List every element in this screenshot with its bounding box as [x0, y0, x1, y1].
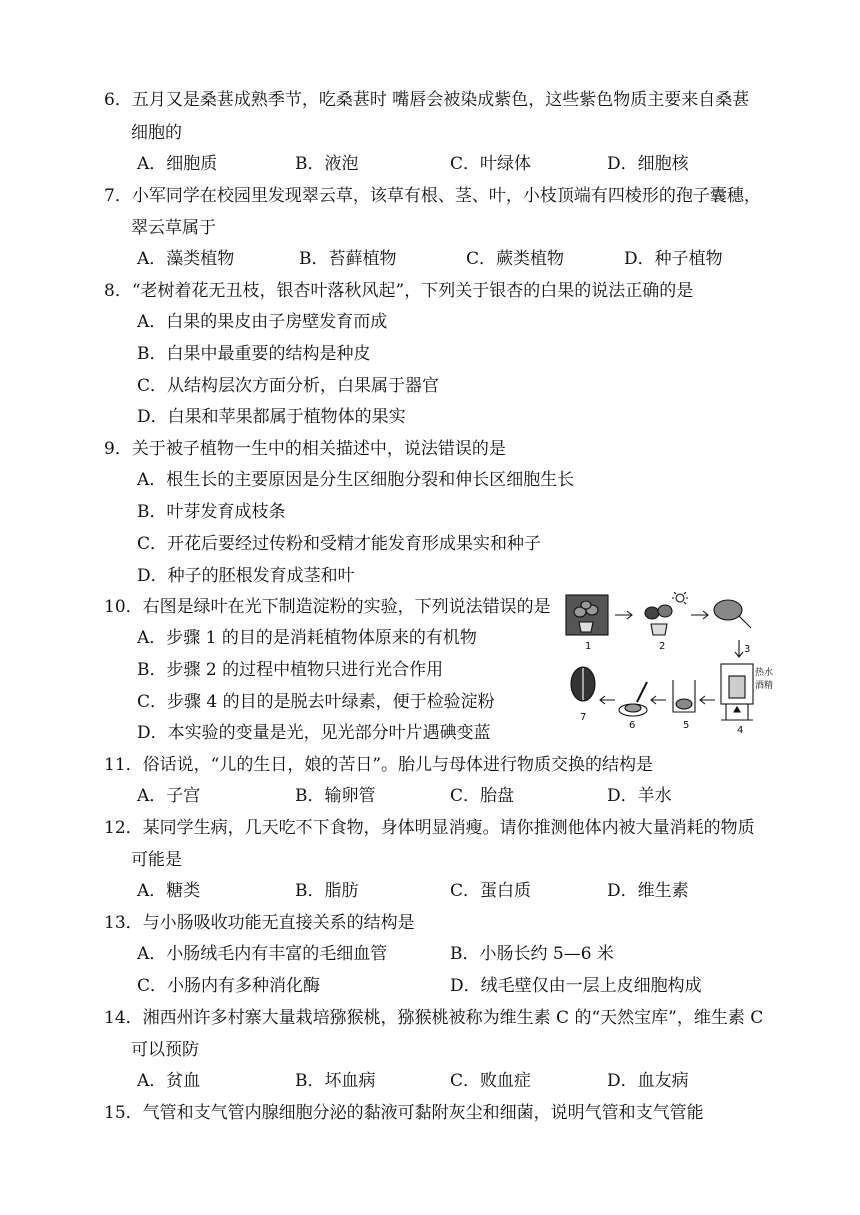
question-10-option-b: B．步骤 2 的过程中植物只进行光合作用 [137, 660, 444, 680]
question-9-option-c: C．开花后要经过传粉和受精才能发育形成果实和种子 [137, 534, 542, 554]
question-10-stem: 10．右图是绿叶在光下制造淀粉的实验，下列说法错误的是 [104, 597, 551, 617]
question-13-option-a: A．小肠绒毛内有丰富的毛细血管 [137, 944, 388, 964]
arrow-icon [600, 696, 615, 704]
question-14-option-b: B．坏血病 [295, 1071, 376, 1091]
step-label-7: 7 [580, 712, 587, 723]
step-label-3: 3 [744, 644, 751, 655]
step-label-4: 4 [737, 725, 744, 736]
question-12-option-b: B．脂肪 [295, 881, 359, 901]
question-7-option-b: B．苔藓植物 [299, 249, 397, 269]
step-label-2: 2 [659, 641, 666, 652]
alcohol-label: 酒精 [755, 681, 773, 691]
question-10-option-c: C．步骤 4 的目的是脱去叶绿素，便于检验淀粉 [137, 692, 495, 712]
question-13-option-c: C．小肠内有多种消化酶 [137, 976, 321, 996]
question-14-stem: 14．湘西州许多村寨大量栽培猕猴桃，猕猴桃被称为维生素 C 的“天然宝库”，维生素 C [104, 1008, 764, 1028]
question-6-option-d: D．细胞核 [607, 154, 689, 174]
question-11-option-a: A．子宫 [137, 786, 201, 806]
question-6-option-c: C．叶绿体 [450, 154, 532, 174]
hot-water-label: 热水 [755, 668, 773, 678]
question-6-stem-cont: 细胞的 [131, 123, 182, 143]
step-label-1: 1 [585, 641, 592, 652]
question-11-option-c: C．胎盘 [450, 786, 515, 806]
question-7-option-a: A．藻类植物 [137, 249, 235, 269]
question-7-option-c: C．蕨类植物 [466, 249, 565, 269]
sun-icon [676, 594, 684, 602]
question-10-option-a: A．步骤 1 的目的是消耗植物体原来的有机物 [137, 628, 477, 648]
arrow-icon [651, 696, 666, 704]
step-label-6: 6 [629, 720, 636, 731]
question-8-stem: 8．“老树着花无丑枝，银杏叶落秋风起”，下列关于银杏的白果的说法正确的是 [104, 281, 694, 301]
arrow-icon [735, 640, 743, 657]
question-9-stem: 9．关于被子植物一生中的相关描述中，说法错误的是 [104, 439, 506, 459]
question-7-stem-cont: 翠云草属于 [131, 218, 216, 238]
question-11-option-d: D．羊水 [607, 786, 672, 806]
question-11-stem: 11．俗话说，“儿的生日，娘的苦日”。胎儿与母体进行物质交换的结构是 [104, 755, 654, 775]
dropper-icon [637, 682, 647, 702]
question-8-option-d: D．白果和苹果都属于植物体的果实 [137, 407, 406, 427]
question-14-stem-cont: 可以预防 [131, 1040, 199, 1060]
question-9-option-b: B．叶芽发育成枝条 [137, 502, 286, 522]
starch-experiment-figure [563, 592, 773, 737]
arrow-icon [615, 611, 632, 619]
question-12-option-c: C．蛋白质 [450, 881, 532, 901]
question-9-option-a: A．根生长的主要原因是分生区细胞分裂和伸长区细胞生长 [137, 470, 575, 490]
question-8-option-b: B．白果中最重要的结构是种皮 [137, 344, 371, 364]
question-12-option-d: D．维生素 [607, 881, 689, 901]
question-13-option-b: B．小肠长约 5—6 米 [450, 944, 614, 964]
question-10-option-d: D．本实验的变量是光，见光部分叶片遇碘变蓝 [137, 723, 491, 743]
arrow-icon [691, 611, 708, 619]
question-6-option-b: B．液泡 [295, 154, 359, 174]
question-7-stem: 7．小军同学在校园里发现翠云草，该草有根、茎、叶，小枝顶端有四棱形的孢子囊穗， [104, 186, 761, 206]
question-7-option-d: D．种子植物 [624, 249, 723, 269]
question-15-stem: 15．气管和支气管内腺细胞分泌的黏液可黏附灰尘和细菌，说明气管和支气管能 [104, 1103, 704, 1123]
question-6-stem: 6．五月又是桑葚成熟季节，吃桑葚时 嘴唇会被染成紫色，这些紫色物质主要来自桑葚 [104, 90, 750, 110]
question-14-option-a: A．贫血 [137, 1071, 201, 1091]
question-13-option-d: D．绒毛壁仅由一层上皮细胞构成 [450, 976, 702, 996]
question-11-option-b: B．输卵管 [295, 786, 376, 806]
question-13-stem: 13．与小肠吸收功能无直接关系的结构是 [104, 913, 415, 933]
question-14-option-c: C．败血症 [450, 1071, 532, 1091]
step-label-5: 5 [683, 720, 690, 731]
question-9-option-d: D．种子的胚根发育成茎和叶 [137, 566, 355, 586]
leaf-icon [714, 600, 742, 620]
flame-icon [734, 707, 740, 712]
question-12-stem-cont: 可能是 [131, 850, 182, 870]
question-8-option-a: A．白果的果皮由子房壁发育而成 [137, 312, 388, 332]
arrow-icon [700, 696, 715, 704]
question-6-option-a: A．细胞质 [137, 154, 218, 174]
question-12-option-a: A．糖类 [137, 881, 201, 901]
question-14-option-d: D．血友病 [607, 1071, 689, 1091]
question-8-option-c: C．从结构层次方面分析，白果属于器官 [137, 376, 440, 396]
question-12-stem: 12．某同学生病，几天吃不下食物，身体明显消瘦。请你推测他体内被大量消耗的物质 [104, 818, 755, 838]
